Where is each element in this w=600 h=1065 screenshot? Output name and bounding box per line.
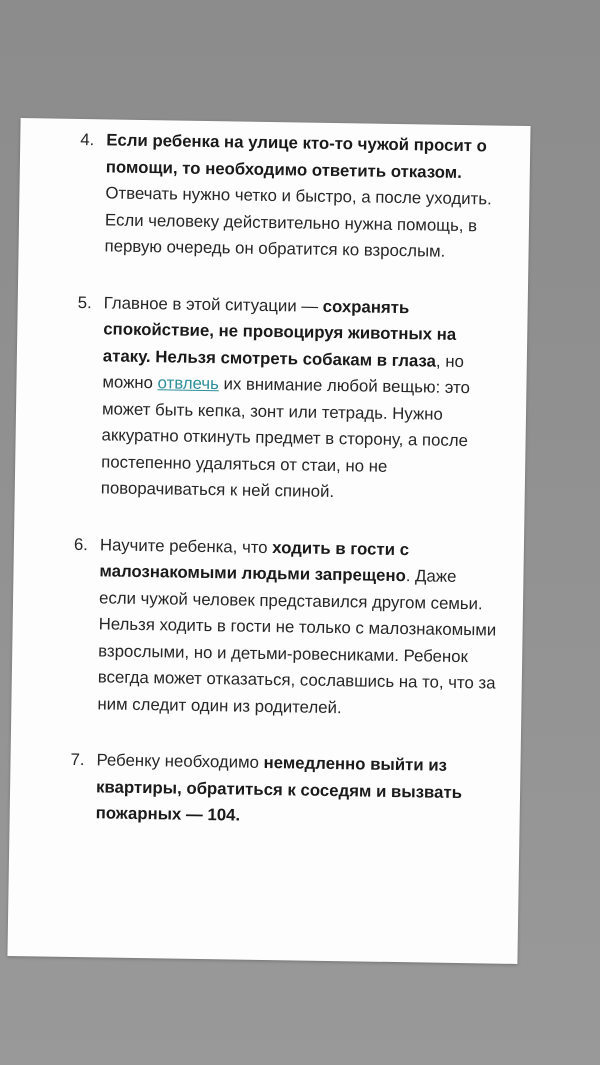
item-bold-text: сохранять спокойствие, не провоцируя животных на атаку. Нельзя смотреть собакам в глаза bbox=[102, 296, 457, 371]
item-bold-text: ходить в гости с малознакомыми людьми запрещено bbox=[99, 537, 410, 586]
document-page bbox=[7, 118, 530, 964]
item-bold-text: Если ребенка на улице кто-то чужой просит о помощи, то необходимо ответить отказом. bbox=[105, 130, 488, 182]
item-bold-text: немедленно выйти из квартиры, обратиться к соседям и вызвать пожарных — 104. bbox=[95, 752, 463, 825]
item-text: , но можно bbox=[102, 351, 465, 393]
item-number: 4. bbox=[80, 129, 95, 150]
item-text: . Даже если чужой человек представился другом семьи. Нельзя ходить в гости не только с малознакомыми взрослыми, но и детьми-ровесниками. Ребенок всегда может отказаться, сославшись на то, что за ним следит один из родителей. bbox=[97, 566, 497, 717]
list-item bbox=[18, 126, 530, 266]
item-text: Ребенку необходимо bbox=[96, 750, 264, 772]
item-text: Научите ребенка, что bbox=[99, 534, 273, 557]
list-item bbox=[15, 289, 528, 509]
instruction-list bbox=[9, 126, 530, 863]
distract-link[interactable]: отвлечь bbox=[157, 373, 220, 394]
item-text: Отвечать нужно четко и быстро, а после уходить. Если человеку действительно нужна помощь, в первую очередь он обратится ко взрослым. bbox=[104, 183, 492, 261]
item-number: 7. bbox=[70, 749, 85, 770]
list-item bbox=[9, 746, 520, 834]
item-text: Главное в этой ситуации — bbox=[103, 292, 323, 316]
item-number: 6. bbox=[73, 534, 89, 554]
item-number: 5. bbox=[77, 292, 92, 312]
list-item bbox=[11, 530, 524, 723]
item-text: их внимание любой вещью: это может быть кепка, зонт или тетрадь. Нужно аккуратно откинуть предмет в сторону, а после постепенно удаляться от стаи, но не поворачиваться к ней спиной. bbox=[100, 374, 471, 502]
